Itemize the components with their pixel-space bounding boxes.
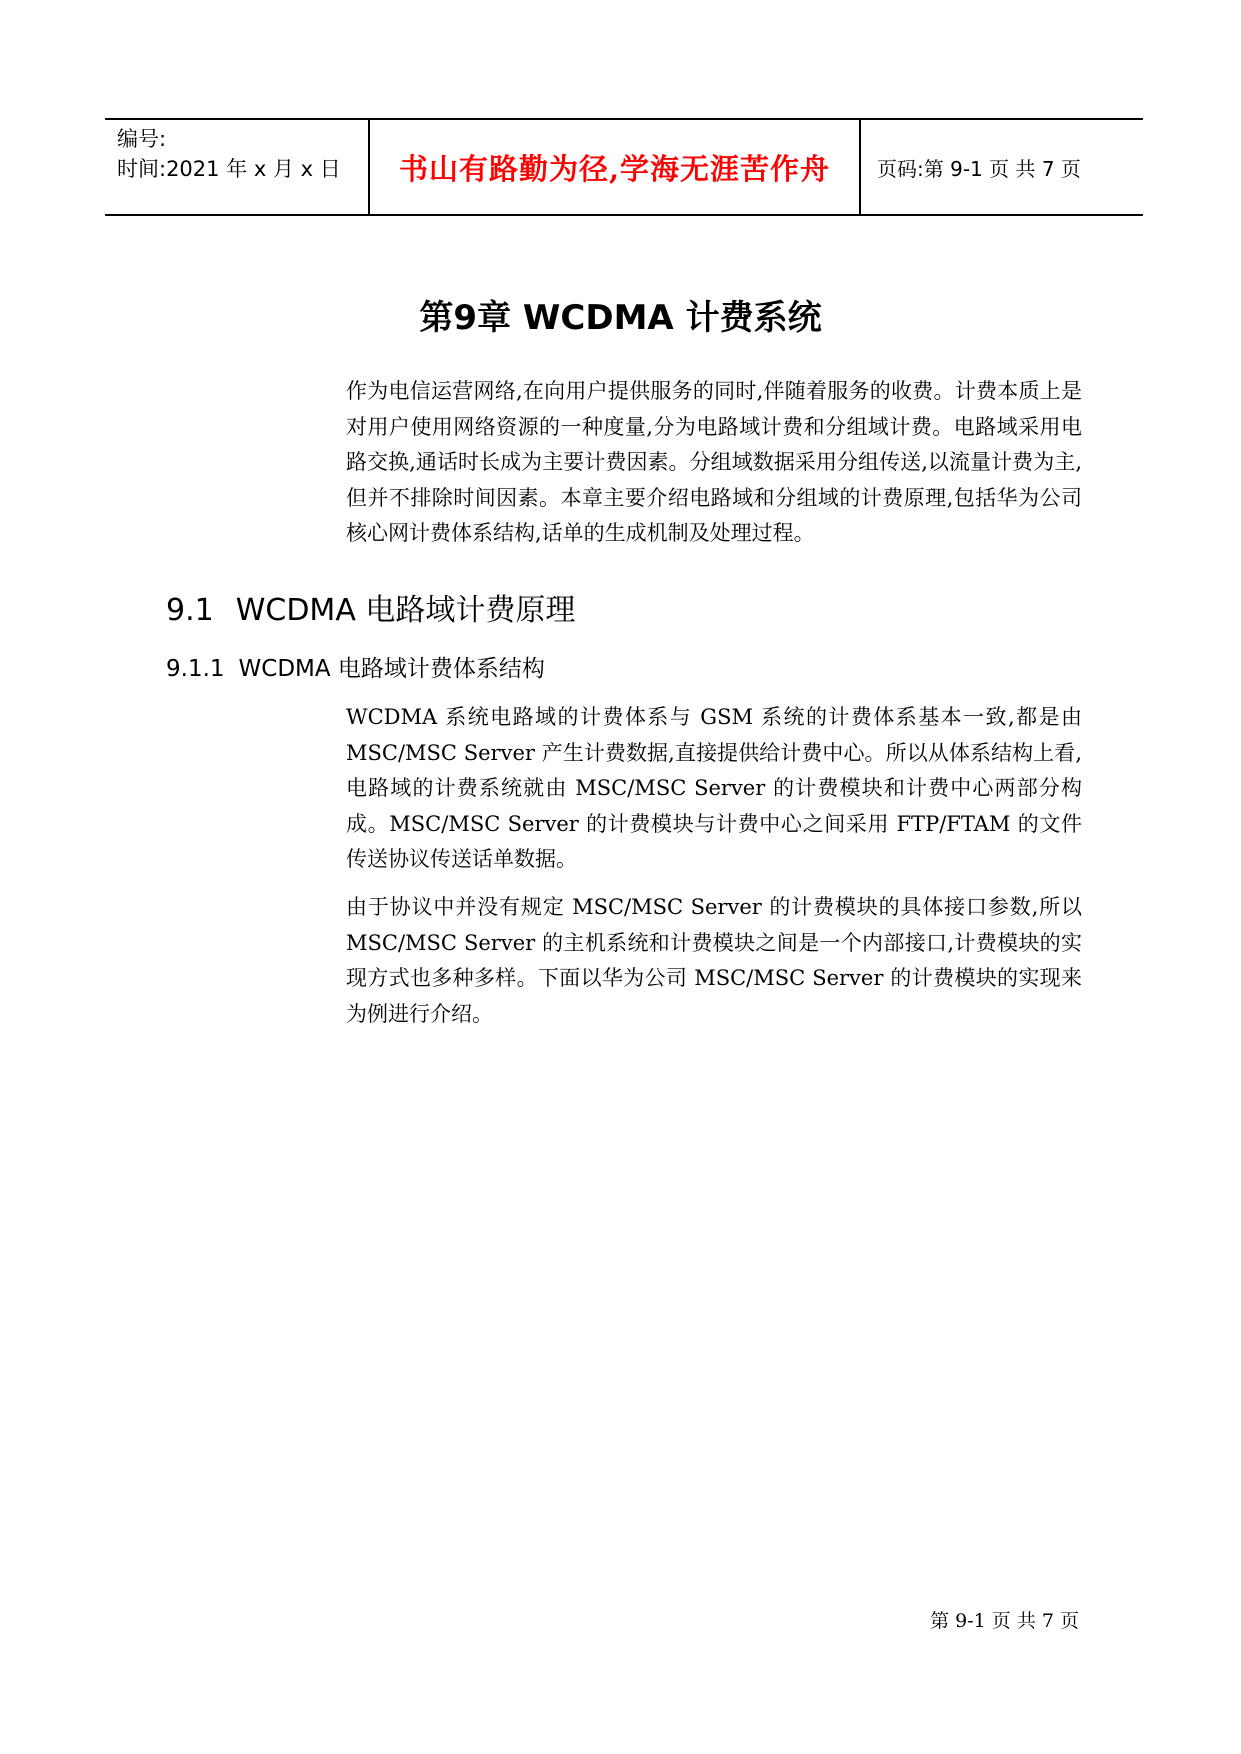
- subsection-title: WCDMA 电路域计费体系结构: [238, 656, 545, 682]
- header-page-info: 页码:第 9-1 页 共 7 页: [877, 156, 1081, 181]
- header-motto: 书山有路勤为径,学海无涯苦作舟: [398, 151, 831, 186]
- section-heading: [166, 585, 575, 629]
- subsection-number: 9.1.1: [166, 656, 225, 682]
- header-meta: [117, 124, 367, 184]
- body-paragraph: 由于协议中并没有规定 MSC/MSC Server 的计费模块的具体接口参数,所以 MSC/MSC Server 的主机系统和计费模块之间是一个内部接口,计费模块的实现方式也多种多样。下面以华为公司 MSC/MSC Server 的计费模块的实现来为例进行介绍。: [346, 895, 1082, 1026]
- section-number: 9.1: [166, 593, 214, 628]
- page-header: [105, 118, 1143, 216]
- chapter-title: 第9章 WCDMA 计费系统: [419, 298, 822, 338]
- number-label: 编号:: [117, 127, 167, 151]
- section-title: WCDMA 电路域计费原理: [235, 593, 576, 628]
- body-paragraph: WCDMA 系统电路域的计费体系与 GSM 系统的计费体系基本一致,都是由 MSC/MSC Server 产生计费数据,直接提供给计费中心。所以从体系结构上看,电路域的计费系统就由 MSC/MSC Server 的计费模块和计费中心两部分构成。MSC/MSC Server 的计费模块与计费中心之间采用 FTP/FTAM 的文件传送协议传送话单数据。: [346, 705, 1082, 871]
- time-label: 时间:2021 年 x 月 x 日: [117, 157, 341, 181]
- subsection-heading: [166, 650, 545, 683]
- page-footer: 第 9-1 页 共 7 页: [930, 1610, 1079, 1632]
- intro-paragraph: 作为电信运营网络,在向用户提供服务的同时,伴随着服务的收费。计费本质上是对用户使用网络资源的一种度量,分为电路域计费和分组域计费。电路域采用电路交换,通话时长成为主要计费因素。分组域数据采用分组传送,以流量计费为主,但并不排除时间因素。本章主要介绍电路域和分组域的计费原理,包括华为公司核心网计费体系结构,话单的生成机制及处理过程。: [346, 379, 1082, 545]
